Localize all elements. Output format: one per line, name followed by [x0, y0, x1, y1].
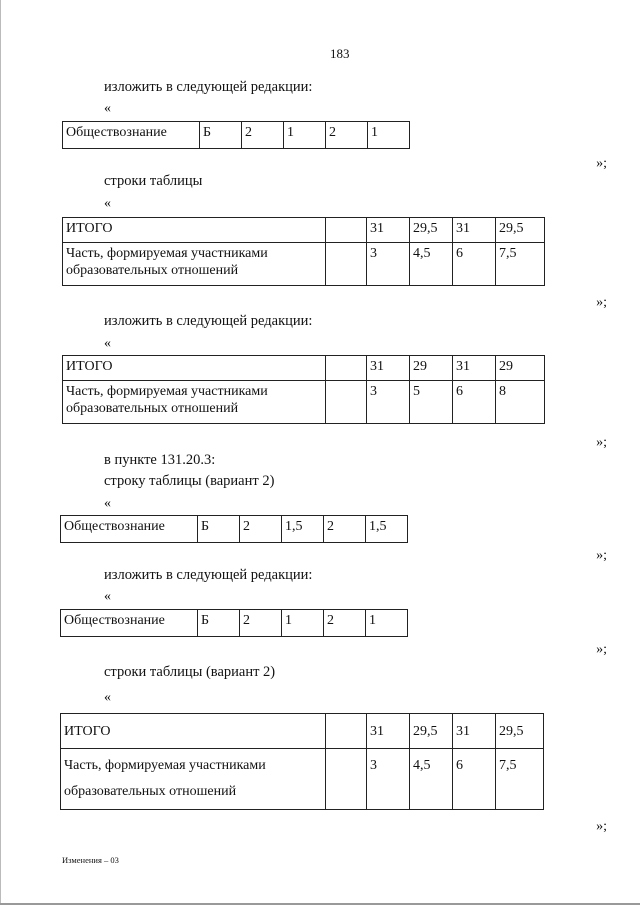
table-cell: ИТОГО	[63, 218, 326, 243]
table-cell: 29,5	[410, 714, 453, 749]
table-cell: 7,5	[496, 749, 544, 810]
table-cell: Часть, формируемая участниками образовательных отношений	[63, 243, 326, 286]
table-cell: 31	[367, 218, 410, 243]
table-cell: 3	[367, 381, 410, 424]
table-cell	[326, 218, 367, 243]
table-subject-row	[60, 609, 408, 637]
table-cell: Часть, формируемая участниками образовательных отношений	[63, 381, 326, 424]
table-cell: 31	[367, 356, 410, 381]
table-row	[63, 381, 545, 424]
table-cell: ИТОГО	[61, 714, 326, 749]
instruction-text: строки таблицы (вариант 2)	[104, 664, 276, 680]
instruction-text: строку таблицы (вариант 2)	[104, 473, 275, 489]
table-cell	[326, 356, 367, 381]
open-quote: «	[104, 336, 111, 351]
table-cell	[326, 381, 367, 424]
table-cell: Б	[200, 122, 242, 149]
instruction-text: изложить в следующей редакции:	[104, 79, 313, 95]
close-quote: »;	[596, 435, 607, 450]
table-cell: 6	[453, 243, 496, 286]
table-cell: Часть, формируемая участниками образовательных отношений	[61, 749, 326, 810]
open-quote: «	[104, 496, 111, 511]
table-subject-row	[62, 121, 410, 149]
table-cell: 31	[453, 218, 496, 243]
table-row	[63, 243, 545, 286]
table-cell: 1,5	[366, 516, 408, 543]
instruction-text: строки таблицы	[104, 173, 203, 189]
table-cell: 2	[324, 610, 366, 637]
table-cell: ИТОГО	[63, 356, 326, 381]
instruction-text: изложить в следующей редакции:	[104, 567, 313, 583]
table-cell: Б	[198, 610, 240, 637]
table-cell: 3	[367, 749, 410, 810]
table-cell: 29,5	[410, 218, 453, 243]
table-cell: 1	[284, 122, 326, 149]
table-cell: 29	[496, 356, 545, 381]
table-cell: Обществознание	[63, 122, 200, 149]
table-cell: 4,5	[410, 243, 453, 286]
table-cell: 2	[324, 516, 366, 543]
table-cell: 2	[326, 122, 368, 149]
table-row	[61, 610, 408, 637]
table-cell: 1	[282, 610, 324, 637]
table-row	[61, 516, 408, 543]
close-quote: »;	[596, 819, 607, 834]
close-quote: »;	[596, 642, 607, 657]
table-cell: 29,5	[496, 714, 544, 749]
table-cell: 3	[367, 243, 410, 286]
page-number: 183	[330, 46, 350, 61]
table-cell: 29	[410, 356, 453, 381]
table-row	[63, 218, 545, 243]
table-row	[61, 749, 544, 810]
close-quote: »;	[596, 548, 607, 563]
close-quote: »;	[596, 156, 607, 171]
open-quote: «	[104, 101, 111, 116]
table-cell: 29,5	[496, 218, 545, 243]
table-subject-row	[60, 515, 408, 543]
table-cell: 1	[366, 610, 408, 637]
instruction-text: изложить в следующей редакции:	[104, 313, 313, 329]
scan-left-edge	[0, 0, 1, 905]
table-cell: 8	[496, 381, 545, 424]
table-row	[63, 356, 545, 381]
table-cell	[326, 714, 367, 749]
table-row	[61, 714, 544, 749]
table-cell: 4,5	[410, 749, 453, 810]
table-cell: 2	[242, 122, 284, 149]
table-cell: 1	[368, 122, 410, 149]
table-cell: 31	[453, 356, 496, 381]
table-cell: 31	[453, 714, 496, 749]
table-cell: 6	[453, 381, 496, 424]
table-cell: Обществознание	[61, 516, 198, 543]
table-cell	[326, 749, 367, 810]
table-cell: 2	[240, 610, 282, 637]
open-quote: «	[104, 196, 111, 211]
table-cell: 7,5	[496, 243, 545, 286]
table-cell: Б	[198, 516, 240, 543]
open-quote: «	[104, 690, 111, 705]
section-reference: в пункте 131.20.3:	[104, 452, 216, 468]
table-cell: 5	[410, 381, 453, 424]
open-quote: «	[104, 589, 111, 604]
table-cell	[326, 243, 367, 286]
table-cell: Обществознание	[61, 610, 198, 637]
table-cell: 2	[240, 516, 282, 543]
close-quote: »;	[596, 295, 607, 310]
table-totals	[62, 217, 545, 286]
table-totals	[60, 713, 544, 810]
table-row	[63, 122, 410, 149]
table-cell: 6	[453, 749, 496, 810]
table-cell: 1,5	[282, 516, 324, 543]
table-totals	[62, 355, 545, 424]
table-cell: 31	[367, 714, 410, 749]
footer-label: Изменения – 03	[62, 855, 119, 865]
